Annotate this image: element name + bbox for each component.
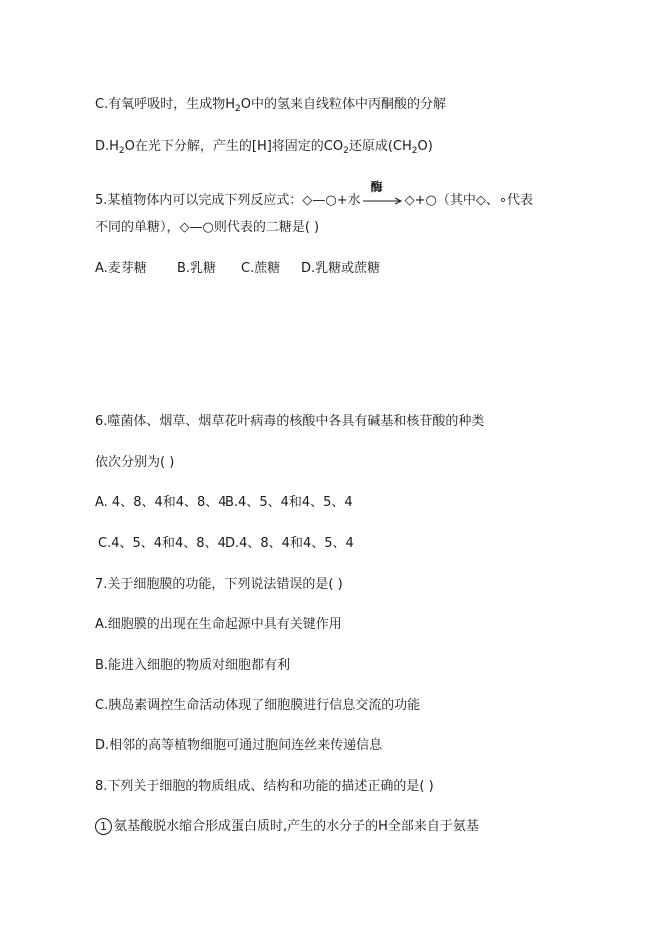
subscript: 2 bbox=[343, 146, 349, 156]
text: O) bbox=[417, 139, 433, 154]
arrow-icon bbox=[363, 197, 403, 205]
option-d: D.乳糖或蔗糖 bbox=[301, 261, 381, 276]
question-5-options bbox=[95, 260, 380, 278]
subscript: 2 bbox=[118, 146, 125, 156]
question-7-option-c: C.胰岛素调控生命活动体现了细胞膜进行信息交流的功能 bbox=[95, 698, 421, 713]
text: O中的氢来自线粒体中丙酮酸的分解 bbox=[240, 97, 446, 112]
option-b: B.乳糖 bbox=[177, 261, 217, 276]
text: D.H bbox=[95, 139, 119, 154]
question-6-line-1: 6.噬菌体、烟草、烟草花叶病毒的核酸中各具有碱基和核苷酸的种类 bbox=[95, 414, 485, 429]
question-5-line-1 bbox=[95, 179, 534, 210]
text: C.有氧呼吸时，生成物H bbox=[95, 97, 235, 112]
option-d-photolysis bbox=[95, 138, 433, 156]
option-c: C.4、5、4和4、8、4 bbox=[98, 536, 226, 551]
question-7-option-a: A.细胞膜的出现在生命起源中具有关键作用 bbox=[95, 617, 342, 632]
option-c: C.蔗糖 bbox=[241, 261, 281, 276]
option-a: A. 4、8、4和4、8、4 bbox=[95, 495, 227, 510]
reaction-arrow bbox=[363, 179, 403, 208]
text: ◇+○（其中◇、∘代表 bbox=[404, 193, 534, 208]
subscript: 2 bbox=[235, 104, 241, 114]
question-8-statement-1 bbox=[95, 818, 479, 836]
option-b: B.4、5、4和4、5、4 bbox=[225, 495, 353, 510]
text: O在光下分解，产生的[H]将固定的CO bbox=[124, 139, 344, 154]
text: 还原成(CH bbox=[348, 139, 412, 154]
question-6-options-ab bbox=[95, 494, 353, 512]
enzyme-label: 酶 bbox=[370, 179, 383, 194]
circled-number: 1 bbox=[95, 818, 112, 835]
option-c-aerobic-respiration bbox=[95, 96, 446, 114]
text: 氨基酸脱水缩合形成蛋白质时,产生的水分子的H全部来自于氨基 bbox=[114, 819, 479, 834]
question-7-option-d: D.相邻的高等植物细胞可通过胞间连丝来传递信息 bbox=[95, 738, 383, 753]
question-5-line-2: 不同的单糖），◇—○则代表的二糖是( ) bbox=[95, 220, 320, 235]
text: 5.某植物体内可以完成下列反应式：◇—○+水 bbox=[95, 193, 361, 208]
option-a: A.麦芽糖 bbox=[95, 261, 147, 276]
question-6-options-cd bbox=[98, 535, 354, 553]
question-8-stem: 8.下列关于细胞的物质组成、结构和功能的描述正确的是( ) bbox=[95, 779, 434, 794]
question-7-stem: 7.关于细胞膜的功能，下列说法错误的是( ) bbox=[95, 577, 343, 592]
question-7-option-b: B.能进入细胞的物质对细胞都有利 bbox=[95, 658, 291, 673]
option-d: D.4、8、4和4、5、4 bbox=[225, 536, 354, 551]
question-6-line-2: 依次分别为( ) bbox=[95, 455, 175, 470]
subscript: 2 bbox=[411, 146, 418, 156]
